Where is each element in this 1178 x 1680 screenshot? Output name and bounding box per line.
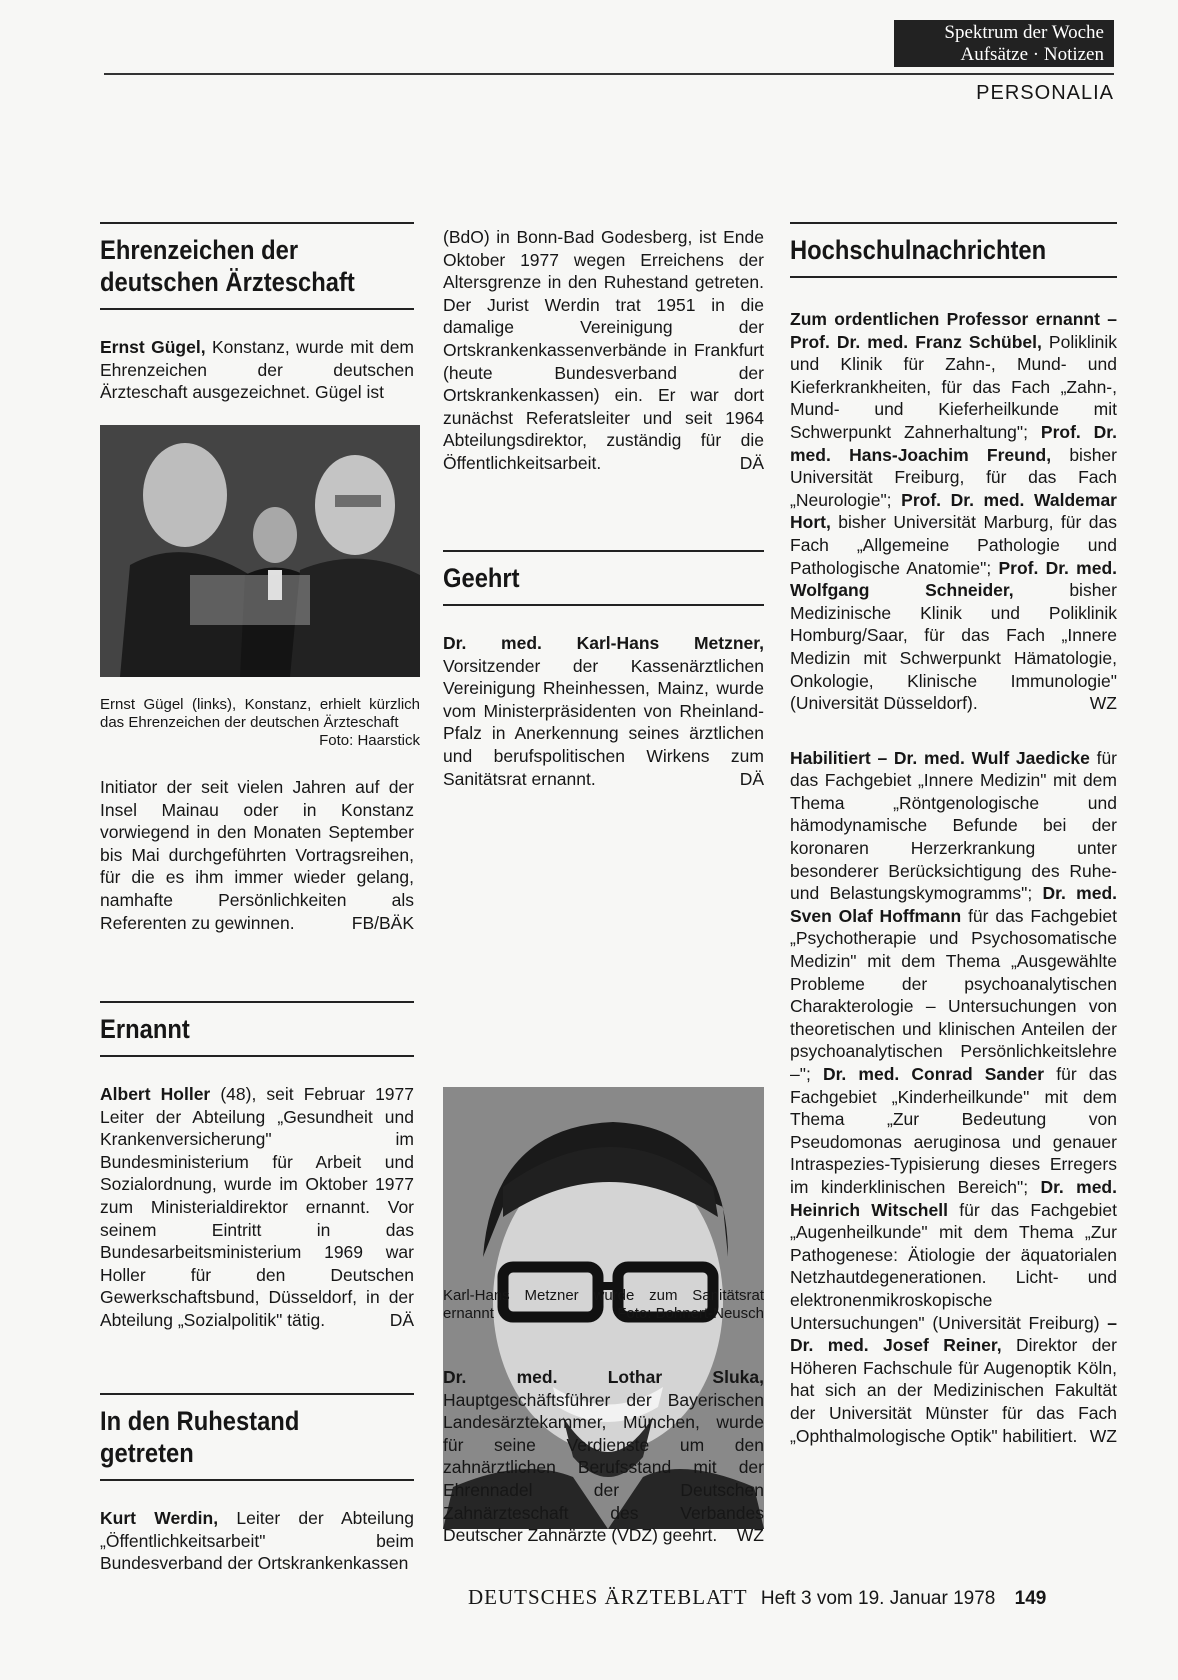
heading-hochschulnachrichten: Hochschulnachrichten [790, 235, 1047, 265]
paragraph-sluka: Dr. med. Lothar Sluka, Hauptgeschäftsführer der Bayerischen Landesärztekammer, München, wurde für seine Verdienste um den zahnärztlichen Berufsstand mit der Ehrennadel der Deutschen Zahnärzteschaft des Verbandes Deutscher Zahnärzte (VDZ) geehrt. WZ [443, 1367, 764, 1546]
section-title: PERSONALIA [976, 82, 1114, 104]
rule [100, 1479, 414, 1481]
column-2-continued [443, 1366, 764, 1547]
paragraph-professoren: Zum ordentlichen Professor ernannt – Prof. Dr. med. Franz Schübel, Poliklinik und Klinik für Zahn-, Mund- und Kieferkrankheiten, für das Fach „Zahn-, Mund- und Kieferheilkunde mit Schwerpunkt Zahnerhaltung"; Prof. Dr. med. Hans-Joachim Freund, bisher Universität Freiburg, für das Fach „Neurologie"; Prof. Dr. med. Waldemar Hort, bisher Universität Marburg, für das Fach „Allgemeine Pathologie und Pathologische Anatomie"; Prof. Dr. med. Wolfgang Schneider, bisher Medizinische Klinik und Poliklinik Homburg/Saar, für das Fach „Innere Medizin mit Schwerpunkt Hämatologie, Onkologie, Klinische Immunologie" (Universität Düsseldorf). WZ [790, 309, 1118, 714]
journal-name: DEUTSCHES ÄRZTEBLATT [468, 1585, 748, 1609]
heading-ehrenzeichen: Ehrenzeichen der deutschen Ärzteschaft [100, 235, 355, 297]
top-rule [104, 73, 1114, 75]
paragraph-werdin-continued: (BdO) in Bonn-Bad Godesberg, ist Ende Oktober 1977 wegen Erreichens der Altersgrenze in den Ruhestand getreten. Der Jurist Werdin trat 1951 in die damalige Vereinigung der Ortskrankenkassenverbände in Frankfurt (heute Bundesverband der Ortskrankenkassen) ein. Er war dort zunächst Referatsleiter und seit 1964 Abteilungsdirektor, zuständig für die Öffentlichkeitsarbeit. DÄ [443, 227, 764, 473]
caption-metzner: Karl-Hans Metzner wurde zum Sanitätsrat ernannt Foto: Bohnert-Neusch [443, 1287, 764, 1322]
rule [790, 222, 1117, 224]
rule [790, 276, 1117, 278]
rule [100, 222, 414, 224]
paragraph-metzner: Dr. med. Karl-Hans Metzner, Vorsitzender der Kassenärztlichen Vereinigung Rheinhessen, Mainz, wurde vom Ministerpräsidenten von Rheinland-Pfalz in Anerkennung seines ärztlichen und berufspolitischen Wirkens zum Sanitätsrat ernannt. DÄ [443, 633, 764, 789]
section-ernannt [100, 1001, 414, 1332]
rule [100, 1001, 414, 1003]
rule [443, 604, 764, 606]
rule [100, 1393, 414, 1395]
photo-guegel-image [100, 425, 420, 677]
column-2 [443, 226, 764, 475]
tag-line-2: Aufsätze · Notizen [960, 44, 1104, 65]
paragraph-holler: Albert Holler (48), seit Februar 1977 Leiter der Abteilung „Gesundheit und Krankenversicherung" im Bundesministerium für Arbeit und Sozialordnung, wurde im Oktober 1977 zum Ministerialdirektor ernannt. Vor seinem Eintritt in das Bundesarbeitsministerium 1969 war Holler für den Deutschen Gewerkschaftsbund, Düsseldorf, in der Abteilung „Sozialpolitik" tätig. DÄ [100, 1084, 414, 1330]
rule [443, 550, 764, 552]
paragraph-werdin: Kurt Werdin, Leiter der Abteilung „Öffentlichkeitsarbeit" beim Bundesverband der Ortskrankenkassen [100, 1508, 414, 1574]
paragraph-habilitiert: Habilitiert – Dr. med. Wulf Jaedicke für das Fachgebiet „Innere Medizin" mit dem Thema „Röntgenologische und hämodynamische Befunde bei der koronaren Herzerkrankung unter besonderer Berücksichtigung des Ruhe- und Belastungskymogramms"; Dr. med. Sven Olaf Hoffmann für das Fachgebiet „Psychotherapie und Psychosomatische Medizin" mit dem Thema „Ausgewählte Probleme der psychoanalytischen Charakterologie – Untersuchungen von theoretischen und klinischen Anteilen der psychoanalytischen Persönlichkeitslehre –"; Dr. med. Conrad Sander für das Fachgebiet „Kinderheilkunde" mit dem Thema „Zur Bedeutung von Pseudomonas aeruginosa und genauer Intraspezies-Typisierung dieses Erregers im kinderklinischen Bereich"; Dr. med. Heinrich Witschell für das Fachgebiet „Augenheilkunde" mit dem Thema „Zur Pathogenese: Ätiologie der äquatorialen Netzhautdegenerationen. Licht- und elektronenmikroskopische Untersuchungen" (Universität Freiburg) – Dr. med. Josef Reiner, Direktor der Höheren Fachschule für Augenoptik Köln, hat sich an der Medizinischen Fakultät der Universität Münster für das Fach „Ophthalmologische Optik" habilitiert. WZ [790, 747, 1118, 1446]
photo-guegel [100, 425, 420, 677]
heading-ruhestand: In den Ruhestand getreten [100, 1406, 300, 1468]
column-1-continued [100, 776, 414, 934]
tag-line-1: Spektrum der Woche [944, 22, 1104, 43]
rule [100, 1055, 414, 1057]
issue-info: Heft 3 vom 19. Januar 1978 [760, 1588, 996, 1609]
page-footer [468, 1585, 1116, 1610]
section-tag [894, 20, 1114, 67]
heading-geehrt: Geehrt [443, 563, 520, 593]
page-number: 149 [1014, 1588, 1047, 1609]
caption-guegel: Ernst Gügel (links), Konstanz, erhielt kürzlich das Ehrenzeichen der deutschen Ärzteschaft Foto: Haarstick [100, 696, 420, 749]
paragraph-guegel-continued: Initiator der seit vielen Jahren auf der Insel Mainau oder in Konstanz vorwiegend in den Monaten September bis Mai durchgeführten Vortragsreihen, für die es ihm immer wieder gelang, namhafte Persönlichkeiten als Referenten zu gewinnen. FB/BÄK [100, 777, 414, 933]
column-1 [100, 222, 414, 404]
rule [100, 308, 414, 310]
section-geehrt [443, 550, 764, 790]
column-3 [790, 222, 1117, 1447]
paragraph-guegel: Ernst Gügel, Konstanz, wurde mit dem Ehrenzeichen der deutschen Ärzteschaft ausgezeichnet. Gügel ist [100, 337, 415, 403]
photo-credit: Foto: Haarstick [319, 732, 420, 749]
heading-ernannt: Ernannt [100, 1014, 190, 1044]
photo-credit: Foto: Bohnert-Neusch [617, 1305, 764, 1322]
section-ruhestand [100, 1393, 414, 1575]
